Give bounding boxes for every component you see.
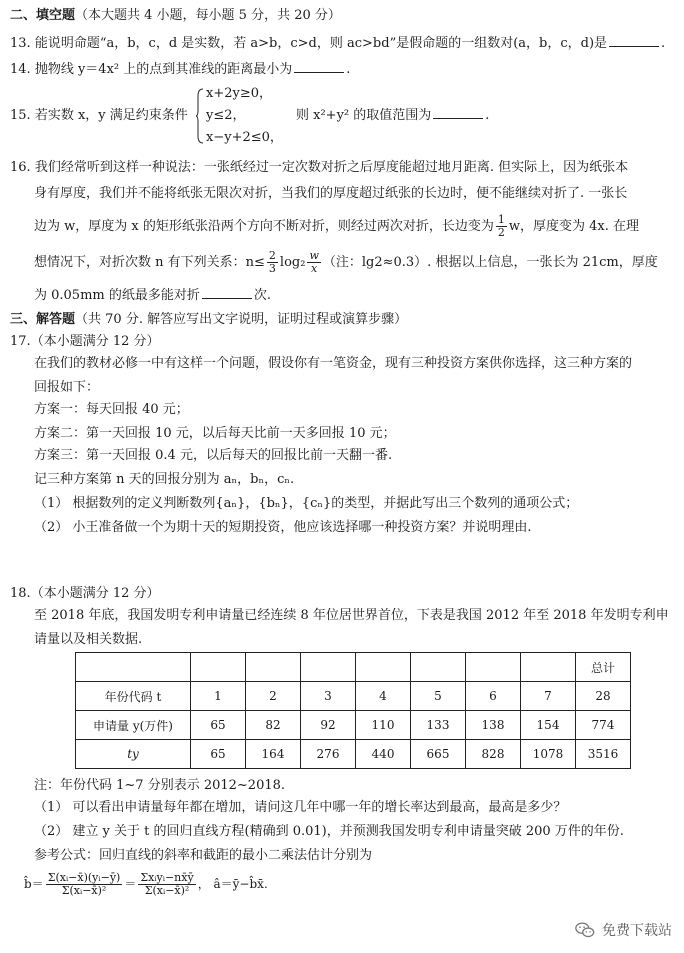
constraint-1: x+2y≥0， [206, 86, 273, 101]
table-cell: 1078 [521, 740, 576, 769]
table-cell: 110 [356, 711, 411, 740]
brace-icon [196, 88, 204, 144]
table-cell [466, 653, 521, 682]
wechat-icon [574, 919, 596, 941]
table-cell: 65 [191, 711, 246, 740]
constraint-2: y≤2， [206, 108, 246, 123]
section-2-header [10, 6, 341, 26]
table-cell: 6 [466, 682, 521, 711]
answer-blank [609, 34, 659, 47]
q17-plan-2: 方案二：第一天回报 10 元，以后每天比前一天多回报 10 元； [34, 426, 396, 441]
table-cell [246, 653, 301, 682]
section-note: （本大题共 4 小题，每小题 5 分，共 20 分） [75, 8, 341, 23]
question-15 [10, 106, 188, 126]
row-label: 年份代码 t [76, 682, 191, 711]
table-cell: 2 [246, 682, 301, 711]
answer-blank [294, 60, 344, 73]
table-row [76, 653, 631, 682]
table-cell: 65 [191, 740, 246, 769]
question-number: 17. [10, 334, 31, 349]
table-header-total: 总计 [576, 653, 631, 682]
question-13: 13. 能说明命题“a，b，c，d 是实数，若 a>b，c>d，则 ac>bd”是假命题的一组数对(a，b，c，d)是 . [10, 36, 666, 51]
question-15-tail: 则 x²+y² 的取值范围为 . [296, 108, 490, 123]
table-cell: 154 [521, 711, 576, 740]
table-cell: 138 [466, 711, 521, 740]
table-cell: 7 [521, 682, 576, 711]
question-16-line-2: 身有厚度，我们并不能将纸张无限次对折，当我们的厚度超过纸张的长边时，便不能继续对折了. 一张长 [34, 186, 628, 201]
table-cell: 1 [191, 682, 246, 711]
question-text: 我们经常听到这样一种说法：一张纸经过一定次数对折之后厚度能超过地月距离. 但实际上，因为纸张本 [34, 160, 629, 175]
watermark-text: 免费下载站 [602, 923, 672, 939]
table-cell: 133 [411, 711, 466, 740]
fraction [267, 250, 278, 275]
fraction [46, 872, 123, 897]
table-cell [411, 653, 466, 682]
q17-line-2: 回报如下： [34, 380, 100, 395]
row-label: ty [76, 740, 191, 769]
table-cell: 82 [246, 711, 301, 740]
denominator: Σ(xᵢ−x̄)² [61, 884, 107, 897]
numerator: Σ(xᵢ−x̄)(yᵢ−ȳ) [47, 871, 121, 884]
section-3-header [10, 310, 407, 330]
q18-reference: 参考公式：回归直线的斜率和截距的最小二乘法估计分别为 [34, 848, 373, 863]
question-text: 边为 w，厚度为 x 的矩形纸张沿两个方向不断对折，则经过两次对折，长边变为 [34, 219, 494, 234]
question-text: 则 x²+y² 的取值范围为 [296, 108, 432, 123]
table-cell [521, 653, 576, 682]
question-17-header [10, 332, 160, 352]
question-text: 为 0.05mm 的纸最多能对折 [34, 288, 200, 303]
question-16-line-3 [34, 214, 639, 239]
question-16-line-1 [10, 158, 628, 178]
fraction [307, 250, 320, 275]
formula-part: b̂＝ [24, 877, 44, 891]
question-text: 次. [253, 288, 272, 303]
section-note: （共 70 分. 解答应写出文字说明，证明过程或演算步骤） [75, 312, 408, 327]
log-symbol: log₂ [279, 255, 306, 270]
table-cell [301, 653, 356, 682]
question-number: 14. [10, 62, 31, 77]
question-16-line-4 [34, 250, 658, 275]
q17-line-1: 在我们的教材必修一中有这样一个问题，假设你有一笔资金，现有三种投资方案供你选择，这三种方案的 [34, 356, 633, 371]
watermark [574, 919, 672, 941]
q18-line-1: 至 2018 年底，我国发明专利申请量已经连续 8 年位居世界首位，下表是我国 2012 年至 2018 年发明专利申 [34, 608, 669, 623]
table-cell: 665 [411, 740, 466, 769]
question-number: 16. [10, 160, 31, 175]
q18-note: 注：年份代码 1~7 分别表示 2012~2018. [34, 778, 286, 793]
table-cell [76, 653, 191, 682]
formula-part: ＝ [124, 877, 137, 891]
question-text: 想情况下，对折次数 n 有下列关系：n≤ [34, 255, 265, 270]
row-label: 申请量 y(万件) [76, 711, 191, 740]
question-text: w，厚度变为 4x. 在理 [508, 219, 639, 234]
table-cell: 4 [356, 682, 411, 711]
section-title: 二、填空题 [10, 8, 76, 23]
constraint-3: x−y+2≤0， [206, 130, 283, 145]
table-cell: 3516 [576, 740, 631, 769]
denominator: 3 [268, 262, 276, 275]
table-cell: 3 [301, 682, 356, 711]
numerator: 2 [268, 249, 276, 262]
table-cell [191, 653, 246, 682]
question-18-header [10, 584, 160, 604]
question-number: 18. [10, 586, 31, 601]
numerator: 1 [497, 213, 505, 226]
answer-blank [202, 286, 252, 299]
formula-part: ， â＝ȳ−b̂x̄. [197, 877, 268, 891]
q17-sub-2: （2） 小王准备做一个为期十天的短期投资，他应该选择哪一种投资方案？并说明理由. [34, 520, 532, 535]
table-row [76, 711, 631, 740]
data-table [75, 652, 631, 769]
fraction [138, 872, 195, 897]
question-score: （本小题满分 12 分） [30, 334, 160, 349]
table-cell: 440 [356, 740, 411, 769]
q18-sub-1: （1） 可以看出申请量每年都在增加，请问这几年中哪一年的增长率达到最高，最高是多少？ [34, 800, 567, 815]
question-14: 14. 抛物线 y＝4x² 上的点到其准线的距离最小为 . [10, 62, 351, 77]
numerator: w [309, 249, 319, 262]
denominator: Σ(xᵢ−x̄)² [144, 884, 190, 897]
q18-line-2: 请量以及相关数据. [34, 632, 143, 647]
denominator: x [311, 262, 318, 275]
table-row [76, 682, 631, 711]
question-score: （本小题满分 12 分） [30, 586, 160, 601]
question-16-line-5 [34, 286, 271, 306]
question-number: 13. [10, 36, 31, 51]
table-cell: 5 [411, 682, 466, 711]
table-cell [356, 653, 411, 682]
table-cell: 828 [466, 740, 521, 769]
question-text: 能说明命题“a，b，c，d 是实数，若 a>b，c>d，则 ac>bd”是假命题的一组数对(a，b，c，d)是 [34, 36, 608, 51]
section-title: 三、解答题 [10, 312, 76, 327]
table-cell: 164 [246, 740, 301, 769]
denominator: 2 [497, 226, 505, 239]
q17-line-3: 记三种方案第 n 天的回报分别为 aₙ，bₙ，cₙ. [34, 472, 295, 487]
fraction [496, 214, 507, 239]
table-cell: 774 [576, 711, 631, 740]
regression-formula [24, 872, 268, 897]
table-cell: 28 [576, 682, 631, 711]
question-number: 15. [10, 108, 31, 123]
answer-blank [433, 106, 483, 119]
numerator: Σxᵢyᵢ−nx̄ȳ [140, 871, 194, 884]
question-text: （注：lg2≈0.3）. 根据以上信息，一张长为 21cm，厚度 [322, 255, 658, 270]
q17-sub-1: （1） 根据数列的定义判断数列{aₙ}，{bₙ}，{cₙ}的类型，并据此写出三个数列的通项公式； [34, 496, 579, 511]
table-cell: 92 [301, 711, 356, 740]
table-row [76, 740, 631, 769]
question-text: 抛物线 y＝4x² 上的点到其准线的距离最小为 [34, 62, 293, 77]
q18-sub-2: （2） 建立 y 关于 t 的回归直线方程(精确到 0.01)，并预测我国发明专利申请量突破 200 万件的年份. [34, 824, 624, 839]
q17-plan-3: 方案三：第一天回报 0.4 元，以后每天的回报比前一天翻一番. [34, 448, 393, 463]
table-cell: 276 [301, 740, 356, 769]
question-text: 若实数 x，y 满足约束条件 [34, 108, 188, 123]
q17-plan-1: 方案一：每天回报 40 元； [34, 402, 189, 417]
